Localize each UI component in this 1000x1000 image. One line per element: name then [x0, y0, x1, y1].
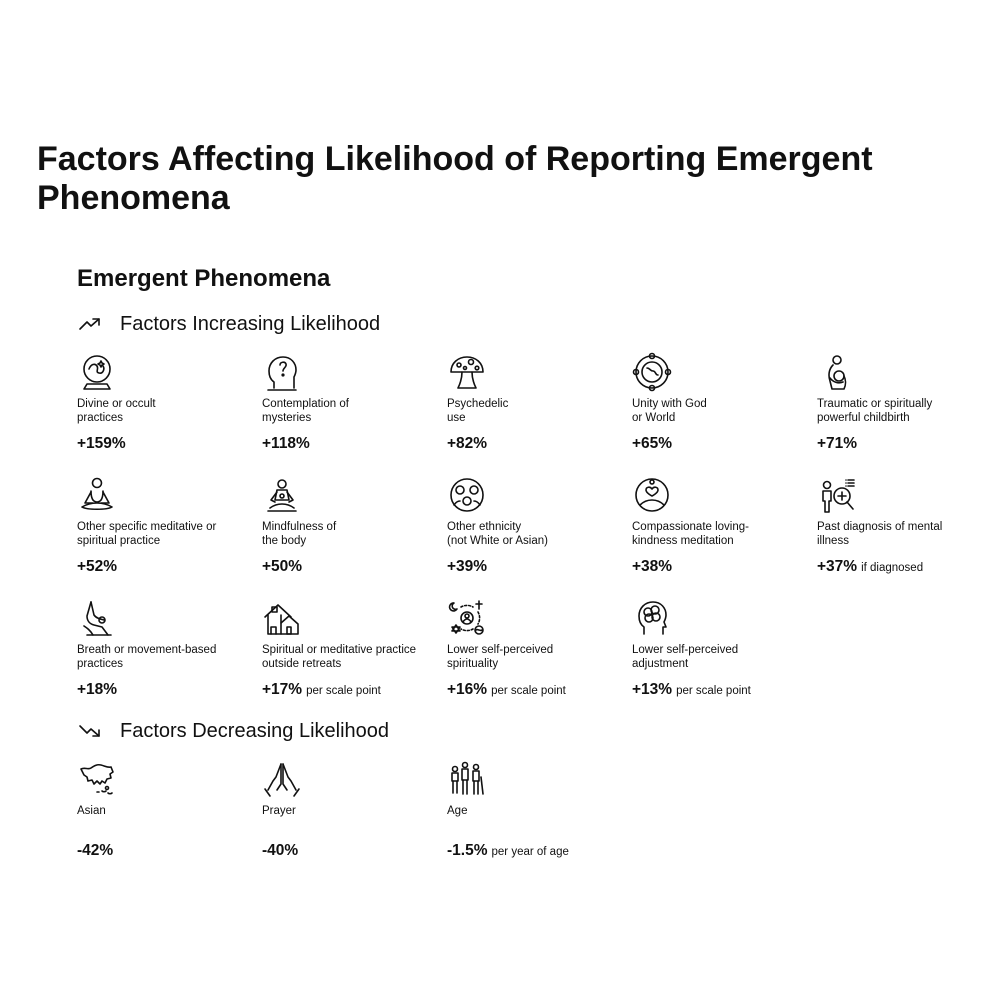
factor-value-row [77, 558, 262, 576]
crystal-ball-icon [77, 352, 117, 392]
factor-value: +39% [447, 558, 488, 575]
factor-label: Prayer [262, 805, 296, 817]
factor-label: Psychedelic use [447, 398, 509, 424]
asia-map-icon [77, 759, 117, 799]
praying-hands-icon [262, 759, 302, 799]
factor-value: +82% [447, 435, 488, 452]
factor-value: +65% [632, 435, 673, 452]
factor-note: per scale point [676, 685, 751, 697]
mother-child-icon [817, 352, 857, 392]
increasing-factor-item [447, 352, 632, 453]
increasing-factor-item [632, 475, 817, 576]
factor-label: Breath or movement-based practices [77, 644, 217, 670]
factor-value-row [447, 435, 632, 453]
factor-value: -42% [77, 842, 114, 859]
medical-diagnosis-icon [817, 475, 857, 515]
increasing-factor-item [447, 475, 632, 576]
factor-note: if diagnosed [861, 562, 924, 574]
factor-value-row [77, 681, 262, 699]
factor-value-row [262, 558, 447, 576]
factor-label: Age [447, 805, 468, 817]
factor-value-row [447, 558, 632, 576]
factor-label: Divine or occult practices [77, 398, 156, 424]
factor-label: Unity with God or World [632, 398, 707, 424]
factor-value: +159% [77, 435, 126, 452]
decreasing-factor-item [262, 759, 447, 860]
brain-head-icon [632, 598, 672, 638]
page-title: Factors Affecting Likelihood of Reporting Emergent Phenomena [37, 140, 873, 217]
factor-label: Past diagnosis of mental illness [817, 521, 943, 547]
factor-label: Other ethnicity (not White or Asian) [447, 521, 548, 547]
decreasing-factor-item [77, 759, 262, 860]
increasing-factor-item [77, 352, 262, 453]
increasing-heading-label: Factors Increasing Likelihood [120, 313, 381, 335]
religions-symbols-icon [447, 598, 487, 638]
factor-value-row [817, 435, 1000, 453]
factor-label: Lower self-perceived adjustment [632, 644, 739, 670]
increasing-factor-item [817, 475, 1000, 577]
factor-value-row [632, 558, 817, 576]
section-subtitle: Emergent Phenomena [77, 265, 331, 292]
heart-meditation-icon [632, 475, 672, 515]
factor-value-row [447, 842, 632, 861]
body-mindfulness-icon [262, 475, 302, 515]
trend-down-icon [77, 722, 103, 740]
factor-value: +50% [262, 558, 303, 575]
thinking-head-icon [262, 352, 302, 392]
increasing-factor-item [447, 598, 632, 700]
meditating-person-icon [77, 475, 117, 515]
mushroom-icon [447, 352, 487, 392]
factor-label: Lower self-perceived spirituality [447, 644, 554, 670]
factor-label: Spiritual or meditative practice outside retreats [262, 644, 417, 670]
decreasing-heading-label: Factors Decreasing Likelihood [120, 720, 390, 742]
increasing-factor-item [632, 352, 817, 453]
decreasing-factor-item [447, 759, 632, 861]
factor-note: per year of age [491, 846, 569, 858]
factor-label: Compassionate loving- kindness meditation [632, 521, 749, 547]
yoga-pose-icon [77, 598, 117, 638]
age-people-icon [447, 759, 487, 799]
factor-value: -1.5% [447, 842, 488, 859]
factor-note: per scale point [491, 685, 566, 697]
factor-value: +16% [447, 681, 488, 698]
factor-value: +71% [817, 435, 858, 452]
increasing-factor-item [262, 352, 447, 453]
factor-value-row [262, 842, 447, 860]
factor-value-row [262, 681, 447, 700]
increasing-factor-item [262, 475, 447, 576]
factor-value: +13% [632, 681, 673, 698]
globe-unity-icon [632, 352, 672, 392]
factor-value-row [632, 435, 817, 453]
factor-label: Traumatic or spiritually powerful childbirth [817, 398, 933, 424]
increasing-heading [77, 312, 380, 336]
increasing-factor-item [77, 598, 262, 699]
factor-value: +37% [817, 558, 858, 575]
factor-value: +38% [632, 558, 673, 575]
factor-value: -40% [262, 842, 299, 859]
decreasing-heading [77, 719, 389, 743]
factor-label: Contemplation of mysteries [262, 398, 349, 424]
factor-value: +17% [262, 681, 303, 698]
factor-value: +52% [77, 558, 118, 575]
factor-value-row [77, 435, 262, 453]
house-icon [262, 598, 302, 638]
factor-value-row [77, 842, 262, 860]
increasing-factor-item [262, 598, 447, 700]
increasing-factor-item [77, 475, 262, 576]
factor-label: Other specific meditative or spiritual practice [77, 521, 217, 547]
trend-up-icon [77, 315, 103, 333]
factor-label: Mindfulness of the body [262, 521, 337, 547]
factor-value-row [262, 435, 447, 453]
factor-value-row [817, 558, 1000, 577]
factor-value: +118% [262, 435, 310, 452]
factor-label: Asian [77, 805, 106, 817]
factor-value-row [447, 681, 632, 700]
factor-value: +18% [77, 681, 118, 698]
factor-value-row [632, 681, 817, 700]
increasing-factor-item [817, 352, 1000, 453]
increasing-factor-item [632, 598, 817, 700]
diverse-faces-icon [447, 475, 487, 515]
factor-note: per scale point [306, 685, 381, 697]
